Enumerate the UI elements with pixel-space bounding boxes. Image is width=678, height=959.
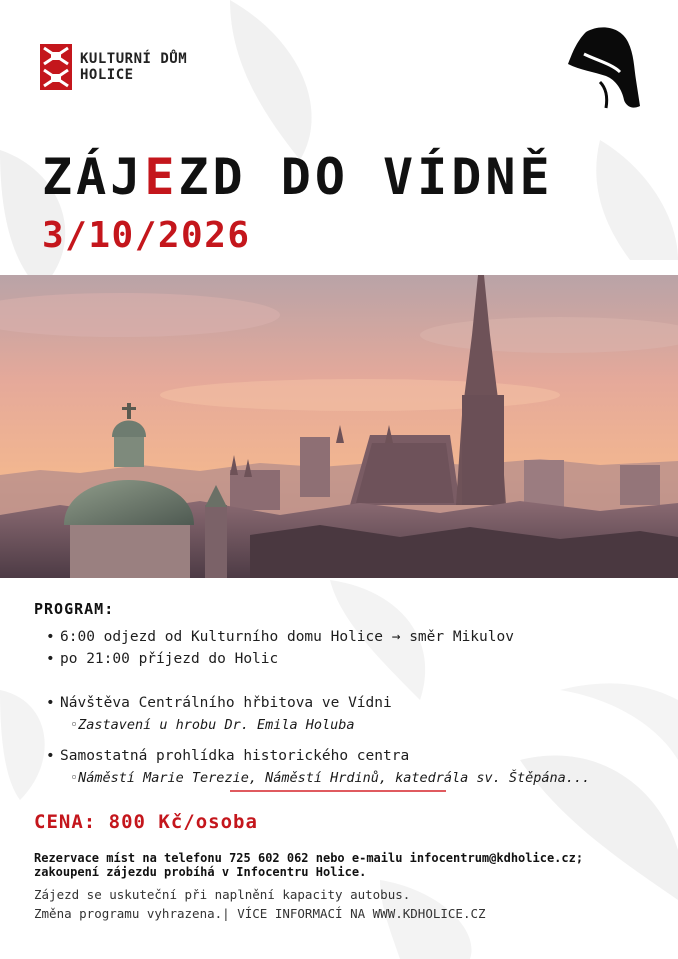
title-part-1: ZÁJ (42, 148, 145, 206)
vienna-skyline-image (0, 275, 678, 578)
title-part-2: ZD DO VÍDNĚ (178, 148, 554, 206)
logo-text (80, 51, 187, 83)
notes-line-2: Změna programu vyhrazena.| VÍCE INFORMACÍ NA WWW.KDHOLICE.CZ (34, 906, 486, 921)
event-date: 3/10/2026 (42, 215, 251, 256)
list-item: • po 21:00 příjezd do Holic (46, 648, 514, 670)
price: CENA: 800 Kč/osoba (34, 811, 258, 833)
list-item: • 6:00 odjezd od Kulturního domu Holice → směr Mikulov (46, 626, 514, 648)
logo-line-1: KULTURNÍ DŮM (80, 51, 188, 67)
page-title (42, 148, 554, 206)
notes-line-1: Zájezd se uskuteční při naplnění kapacity autobus. (34, 887, 411, 902)
kd-logo-icon (40, 44, 72, 90)
logo-line-2: HOLICE (80, 67, 134, 83)
reservation-info (34, 851, 654, 879)
title-accent-letter: E (144, 148, 179, 206)
reservation-line-2: zakoupení zájezdu probíhá v Infocentru Holice. (34, 865, 367, 879)
notes (34, 885, 654, 923)
list-subitem: ◦ Náměstí Marie Terezie, Náměstí Hrdinů, katedrála sv. Štěpána... (58, 767, 590, 789)
list-subitem: ◦ Zastavení u hrobu Dr. Emila Holuba (58, 714, 392, 736)
program-stop-1 (46, 692, 392, 736)
reservation-line-1: Rezervace míst na telefonu 725 602 062 nebo e-mailu infocentrum@kdholice.cz; (34, 851, 584, 865)
logo (40, 44, 187, 90)
program-heading: PROGRAM: (34, 600, 115, 618)
list-item: • Návštěva Centrálního hřbitova ve Vídni (46, 692, 392, 714)
list-item: • Samostatná prohlídka historického centra (46, 745, 590, 767)
accent-underline (230, 790, 446, 792)
program-schedule (46, 626, 514, 670)
helmet-icon (566, 24, 640, 110)
program-stop-2 (46, 745, 590, 789)
